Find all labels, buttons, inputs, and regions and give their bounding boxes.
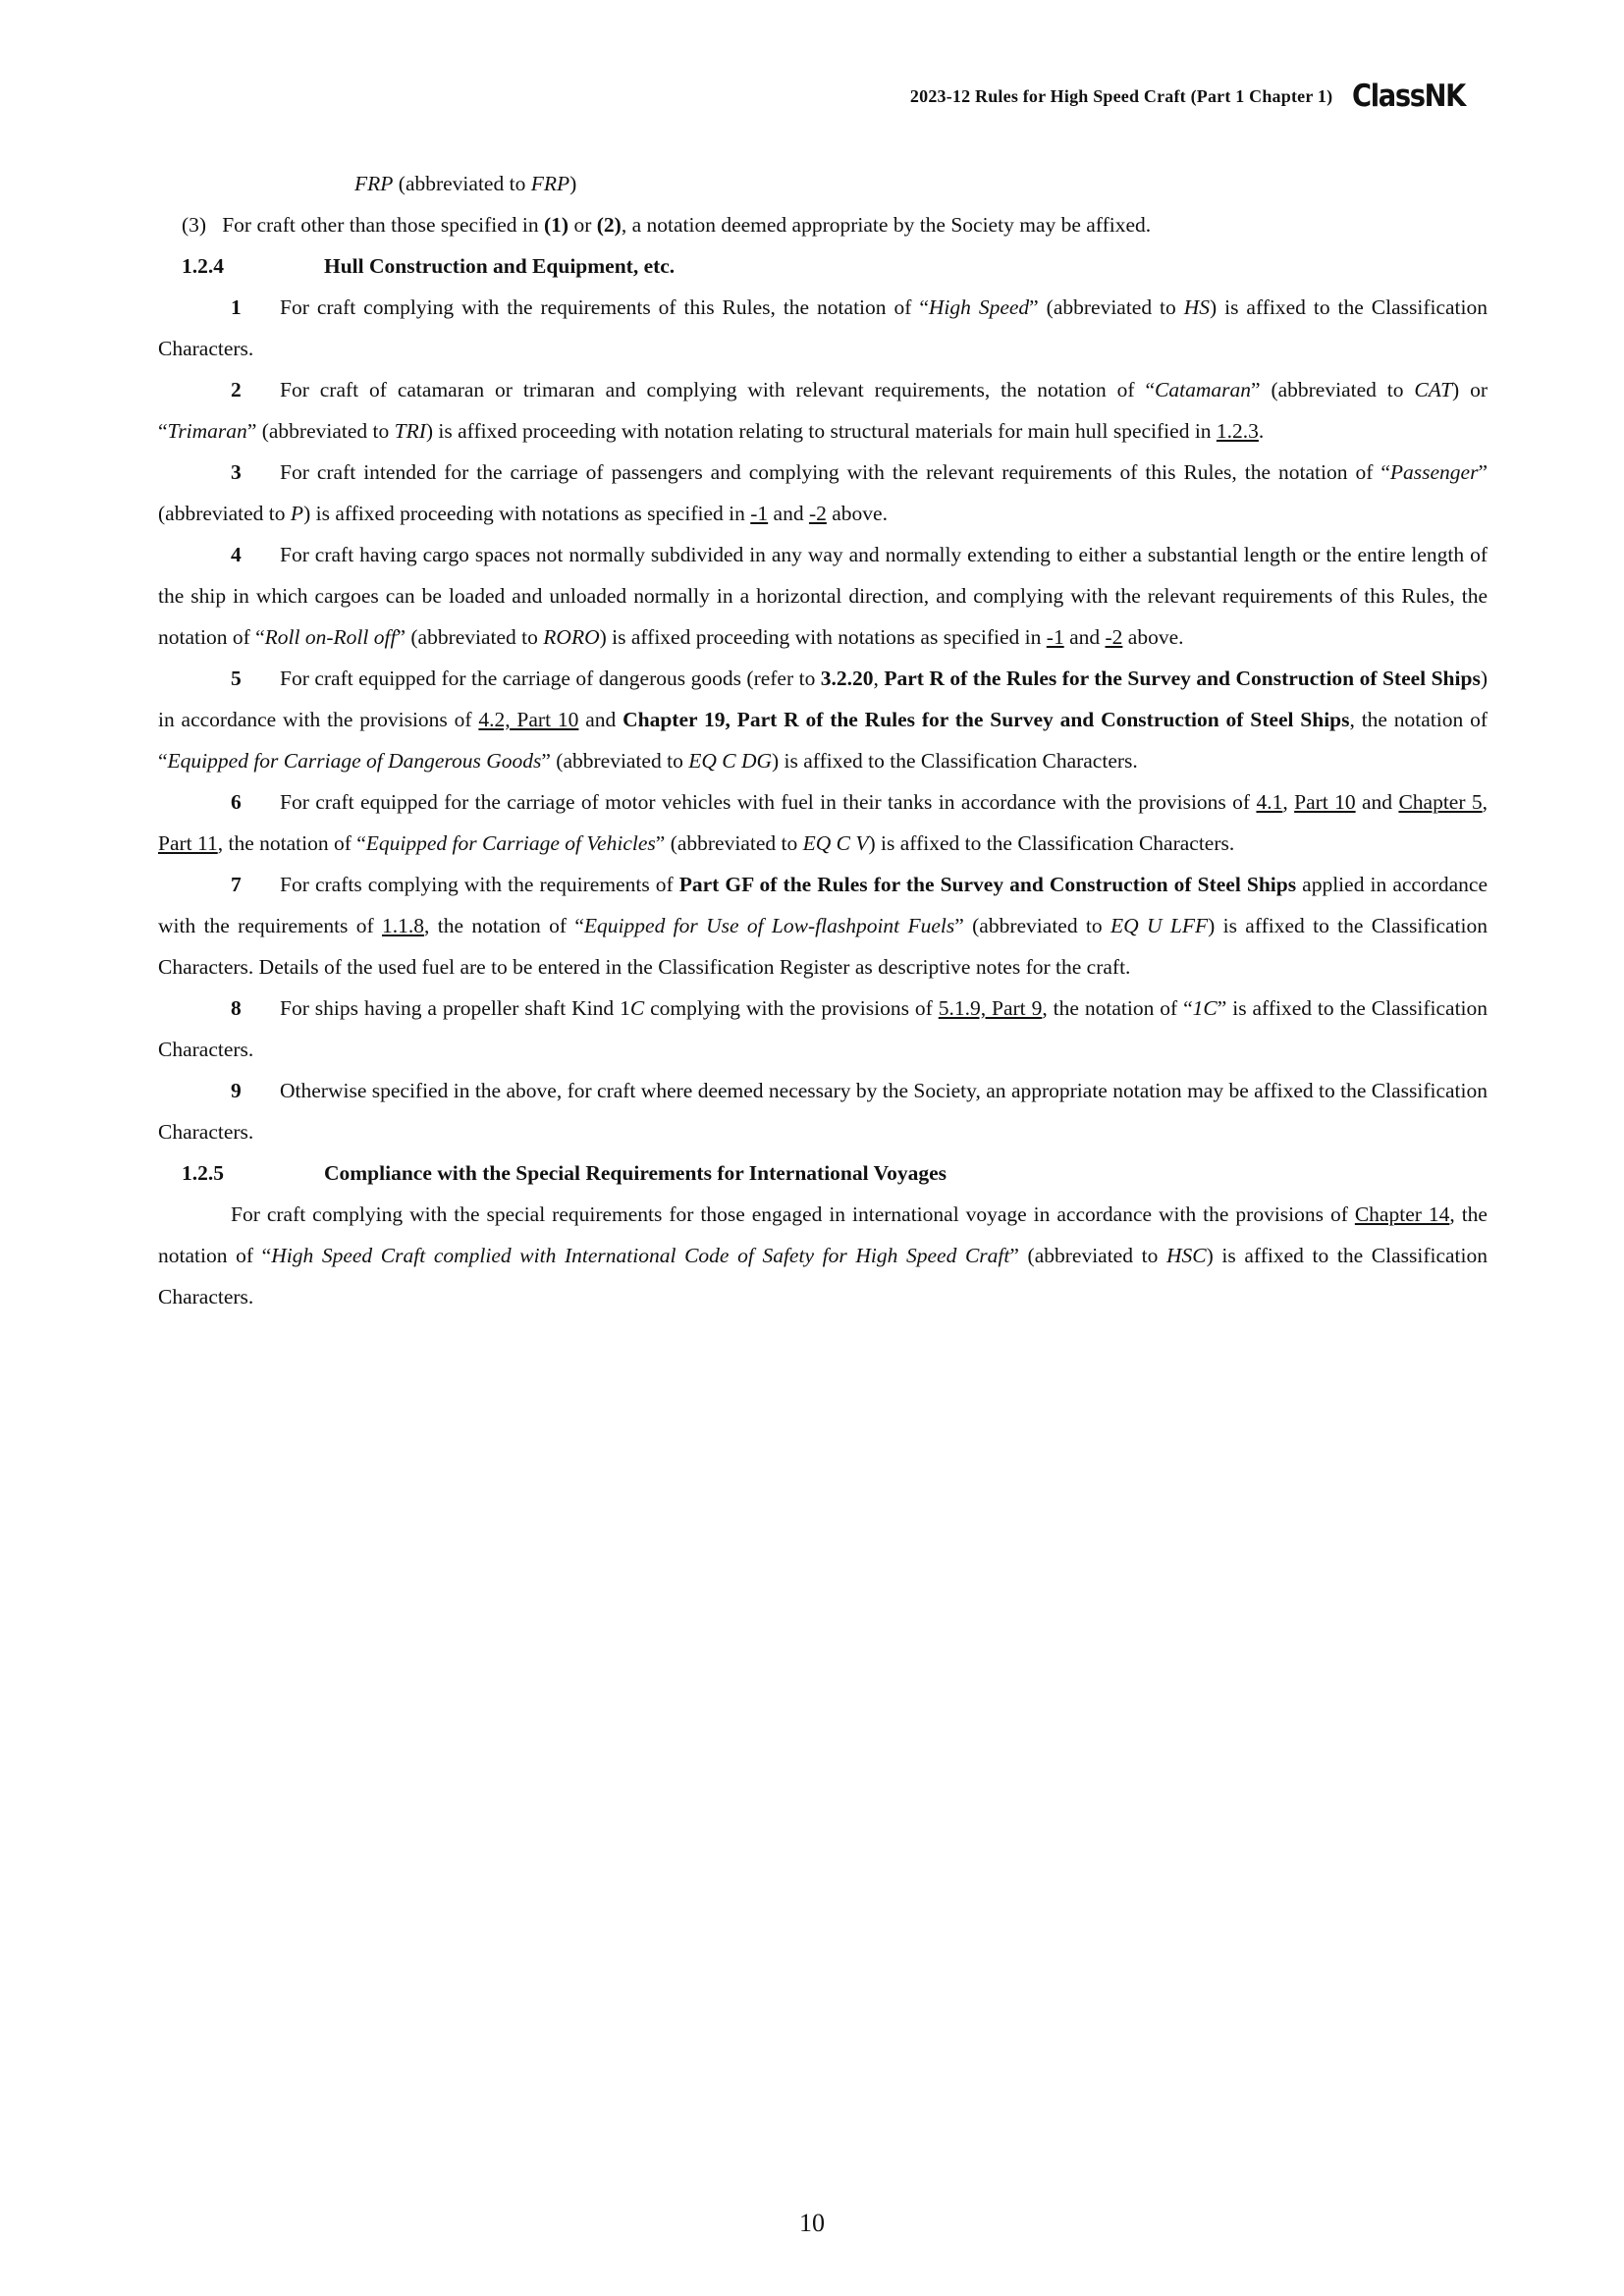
paragraph-8: 8 For ships having a propeller shaft Kind 1C complying with the provisions of 5.1.9, Part 9, the notation of “1C” is affixed to the Classification Characters. — [158, 996, 1489, 1061]
link-part-10[interactable]: Part 10 — [1294, 790, 1356, 814]
item-3: (3) For craft other than those specified in (1) or (2), a notation deemed appropriate by the Society may be affixed. — [182, 213, 1152, 237]
paragraph-1-2-5: For craft complying with the special requirements for those engaged in international voyage in accordance with the provisions of Chapter 14, the notation of “High Speed Craft complied with International Code of Safety for High Speed Craft” (abbreviated to HSC) is affixed to the Classification Characters. — [158, 1202, 1488, 1308]
link-minus-2[interactable]: -2 — [808, 502, 827, 525]
link-minus-1[interactable]: -1 — [1046, 625, 1064, 649]
link-minus-2[interactable]: -2 — [1105, 625, 1123, 649]
paragraph-3: 3 For craft intended for the carriage of passengers and complying with the relevant requirements of this Rules, the notation of “Passenger” (abbreviated to P) is affixed proceeding with notations as specified in -1 and -2 above. — [158, 460, 1488, 525]
section-1-2-5-heading: 1.2.5 Compliance with the Special Requirements for International Voyages — [182, 1161, 947, 1185]
link-chapter-14[interactable]: Chapter 14 — [1354, 1202, 1450, 1226]
paragraph-7: 7 For crafts complying with the requirements of Part GF of the Rules for the Survey and Construction of Steel Ships applied in accordance with the requirements of 1.1.8, the notation of “Equipped for Use of Low-flashpoint Fuels” (abbreviated to EQ U LFF) is affixed to the Classification Characters. Details of the used fuel are to be entered in the Classification Register as descriptive notes for the craft. — [158, 873, 1489, 979]
link-4-1[interactable]: 4.1 — [1256, 790, 1283, 814]
classnk-logo: ClassNK — [1352, 79, 1466, 114]
paragraph-4: 4 For craft having cargo spaces not normally subdivided in any way and normally extending to either a substantial length or the entire length of the ship in which cargoes can be loaded and unloaded normally in a horizontal direction, and complying with the relevant requirements of this Rules, the notation of “Roll on-Roll off” (abbreviated to RORO) is affixed proceeding with notations as specified in -1 and -2 above. — [158, 543, 1488, 649]
link-chapter-5[interactable]: Chapter 5 — [1398, 790, 1483, 814]
link-4-2-part-10[interactable]: 4.2, Part 10 — [478, 708, 579, 731]
paragraph-6: 6 For craft equipped for the carriage of motor vehicles with fuel in their tanks in accordance with the provisions of 4.1, Part 10 and Chapter 5, Part 11, the notation of “Equipped for Carriage of Vehicles” (abbreviated to EQ C V) is affixed to the Classification Characters. — [158, 790, 1489, 855]
link-part-11[interactable]: Part 11 — [158, 831, 218, 855]
section-1-2-4-heading: 1.2.4 Hull Construction and Equipment, etc. — [182, 254, 676, 278]
page-header — [910, 77, 1481, 116]
paragraph-2: 2 For craft of catamaran or trimaran and complying with relevant requirements, the notation of “Catamaran” (abbreviated to CAT) or “Trimaran” (abbreviated to TRI) is affixed proceeding with notation relating to structural materials for main hull specified in 1.2.3. — [158, 378, 1489, 443]
paragraph-1: 1 For craft complying with the requirements of this Rules, the notation of “High Speed” (abbreviated to HS) is affixed to the Classification Characters. — [158, 295, 1488, 360]
link-1-2-3[interactable]: 1.2.3 — [1216, 419, 1259, 443]
paragraph-9: 9 Otherwise specified in the above, for craft where deemed necessary by the Society, an appropriate notation may be affixed to the Classification Characters. — [158, 1079, 1488, 1144]
document-body — [158, 163, 1488, 1317]
link-1-1-8[interactable]: 1.1.8 — [382, 914, 424, 937]
header-title: 2023-12 Rules for High Speed Craft (Part 1 Chapter 1) — [909, 85, 1333, 106]
paragraph-5: 5 For craft equipped for the carriage of dangerous goods (refer to 3.2.20, Part R of the Rules for the Survey and Construction of Steel Ships) in accordance with the provisions of 4.2, Part 10 and Chapter 19, Part R of the Rules for the Survey and Construction of Steel Ships, the notation of “Equipped for Carriage of Dangerous Goods” (abbreviated to EQ C DG) is affixed to the Classification Characters. — [158, 667, 1488, 773]
page-number: 10 — [799, 2209, 825, 2237]
frp-line: FRP (abbreviated to FRP) — [354, 172, 577, 195]
link-5-1-9-part-9[interactable]: 5.1.9, Part 9 — [938, 996, 1043, 1020]
link-minus-1[interactable]: -1 — [750, 502, 769, 525]
